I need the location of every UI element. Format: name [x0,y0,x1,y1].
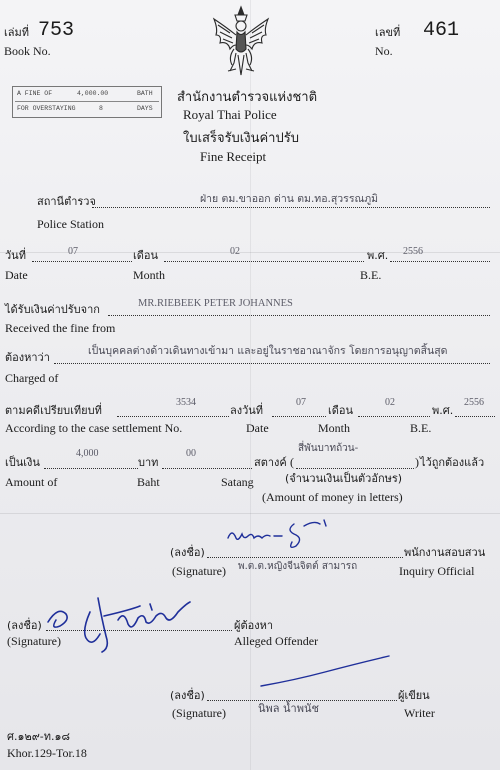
form-code-en: Khor.129-Tor.18 [7,746,87,760]
charged-label-en: Charged of [5,371,59,385]
settlement-year-label-th: พ.ศ. [432,404,454,417]
amount-satang-label-en: Satang [221,475,254,489]
amount-baht-label-th: บาท [138,456,159,469]
no-label-th: เลขที่ [375,26,401,39]
settlement-case-line [117,416,229,417]
station-label-en: Police Station [37,217,104,231]
settlement-label-th: ตามคดีเปรียบเทียบที่ [5,404,102,417]
stamp-line2-amount: 8 [99,105,103,112]
date-year-label-en: B.E. [360,268,382,282]
stamp-divider [15,101,159,102]
writer-role-en: Writer [404,706,435,720]
station-value: ฝ่าย ตม.ขาออก ด่าน ตม.ทอ.สุวรรณภูมิ [200,193,379,205]
charged-value: เป็นบุคคลต่างด้าวเดินทางเข้ามา และอยู่ในราชอาณาจักร โดยการอนุญาตสิ้นสุด [88,345,448,357]
settlement-day-line [272,416,326,417]
received-line [108,315,490,316]
offender-sign-label-th: (ลงชื่อ) [7,619,42,632]
received-value: MR.RIEBEEK PETER JOHANNES [138,298,293,309]
stamp-line1-amount: 4,000.00 [77,90,109,97]
writer-name: นิพล น้ำพนัช [258,702,319,715]
date-month-line [164,261,364,262]
amount-words-value: สี่พันบาทถ้วน- [298,443,359,454]
received-label-th: ได้รับเงินค่าปรับจาก [5,303,100,316]
date-day-label-th: วันที่ [5,249,26,262]
alleged-offender-signature [40,590,210,660]
settlement-month-line [358,416,430,417]
no-label-en: No. [375,44,393,58]
settlement-month-label-th: เดือน [328,404,354,417]
book-label-en: Book No. [4,44,51,58]
receipt-title-en: Fine Receipt [200,149,267,164]
inquiry-sign-label-en: (Signature) [172,564,226,578]
inquiry-official-signature [224,516,344,556]
stamp-line2-label: FOR OVERSTAYING [17,105,76,112]
date-day-value: 07 [68,246,78,257]
stamp-line2-unit: DAYS [137,105,153,112]
station-label-th: สถานีตำรวจ [37,195,96,208]
writer-role-th: ผู้เขียน [398,689,430,702]
settlement-month-value: 02 [385,397,395,408]
amount-received-correct-th: ไว้ถูกต้องแล้ว [420,456,485,469]
date-year-value: 2556 [403,246,423,257]
station-line [92,207,490,208]
date-month-label-en: Month [133,268,166,282]
agency-title-th: สำนักงานตำรวจแห่งชาติ [177,90,318,105]
received-label-en: Received the fine from [5,321,116,335]
settlement-label-en: According to the case settlement No. [5,421,183,435]
offender-role-en: Alleged Offender [234,634,319,648]
date-year-label-th: พ.ศ. [367,249,389,262]
amount-label-th: เป็นเงิน [5,456,40,469]
receipt-number: 461 [423,19,460,42]
agency-title-en: Royal Thai Police [183,107,277,122]
stamp-line1-unit: BATH [137,90,153,97]
date-day-line [32,261,132,262]
offender-sign-label-en: (Signature) [7,634,61,648]
writer-sign-label-en: (Signature) [172,706,226,720]
inquiry-name: พ.ต.ต.หญิงจีนจิตต์ สามารถ [238,561,358,572]
inquiry-role-th: พนักงานสอบสวน [404,546,486,559]
inquiry-sign-line [207,557,403,558]
amount-words-close: ) [415,455,419,469]
book-label-th: เล่มที่ [4,26,30,39]
form-code-th: ศ.๑๒๙-ท.๑๘ [7,730,70,743]
charged-label-th: ต้องหาว่า [5,351,50,364]
amount-label-en: Amount of [5,475,58,489]
offender-role-th: ผู้ต้องหา [234,619,273,632]
writer-sign-label-th: (ลงชื่อ) [170,689,205,702]
settlement-day-value: 07 [296,397,306,408]
amount-words-line [296,468,414,469]
overstay-fine-stamp [12,86,162,118]
writer-sign-line [207,700,397,701]
amount-satang-label-th: สตางค์ [254,456,287,469]
receipt-title-th: ใบเสร็จรับเงินค่าปรับ [183,131,299,146]
settlement-case-value: 3534 [176,397,196,408]
amount-baht-label-en: Baht [137,475,160,489]
date-month-value: 02 [230,246,240,257]
amount-baht-line [44,468,138,469]
settlement-month-label-en: Month [318,421,351,435]
amount-satang-value: 00 [186,448,196,459]
amount-words-hint-th: (จำนวนเงินเป็นตัวอักษร) [285,472,403,485]
stamp-line1-label: A FINE OF [17,90,53,97]
settlement-date-label-en: Date [246,421,269,435]
amount-words-open: ( [290,455,294,469]
writer-signature [255,650,415,700]
date-day-label-en: Date [5,268,28,282]
settlement-year-line [455,416,495,417]
charged-line [54,363,490,364]
settlement-date-label-th: ลงวันที่ [230,404,264,417]
date-month-label-th: เดือน [133,249,159,262]
inquiry-sign-label-th: (ลงชื่อ) [170,546,205,559]
amount-words-hint-en: (Amount of money in letters) [262,490,403,504]
amount-satang-line [162,468,252,469]
book-number: 753 [38,19,75,42]
inquiry-role-en: Inquiry Official [399,564,475,578]
garuda-emblem [208,5,274,77]
settlement-year-label-en: B.E. [410,421,432,435]
amount-baht-value: 4,000 [76,448,99,459]
date-year-line [390,261,490,262]
settlement-year-value: 2556 [464,397,484,408]
